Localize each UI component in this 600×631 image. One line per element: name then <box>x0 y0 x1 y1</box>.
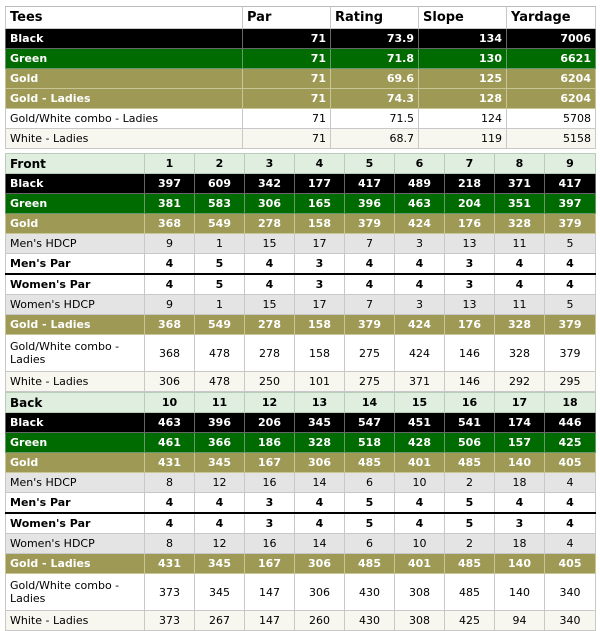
hole-number: 16 <box>445 393 495 413</box>
row-label: Gold - Ladies <box>6 315 145 335</box>
hole-value: 275 <box>345 335 395 372</box>
hole-value: 14 <box>295 473 345 493</box>
hole-value: 345 <box>195 554 245 574</box>
tee-rating: 71.8 <box>331 49 419 69</box>
hole-value: 204 <box>445 194 495 214</box>
front-row-white-ladies <box>6 372 596 392</box>
hole-value: 9 <box>145 234 195 254</box>
tee-slope: 124 <box>419 109 507 129</box>
hole-value: 3 <box>295 254 345 275</box>
hole-value: 431 <box>145 453 195 473</box>
back-row-women-s-par <box>6 513 596 534</box>
hole-value: 2 <box>445 473 495 493</box>
hole-value: 3 <box>245 493 295 514</box>
hole-value: 401 <box>395 554 445 574</box>
hole-value: 4 <box>195 493 245 514</box>
hole-value: 417 <box>545 174 596 194</box>
hole-number: 8 <box>495 154 545 174</box>
hole-value: 379 <box>345 214 395 234</box>
hole-value: 5 <box>345 493 395 514</box>
hole-value: 478 <box>195 372 245 392</box>
hole-value: 518 <box>345 433 395 453</box>
hole-value: 157 <box>495 433 545 453</box>
hole-number: 3 <box>245 154 295 174</box>
hole-value: 18 <box>495 534 545 554</box>
tee-slope: 119 <box>419 129 507 149</box>
hole-value: 140 <box>495 453 545 473</box>
hole-value: 506 <box>445 433 495 453</box>
tee-yardage: 5708 <box>507 109 596 129</box>
hole-value: 18 <box>495 473 545 493</box>
hole-value: 10 <box>395 473 445 493</box>
tees-row-black <box>6 29 596 49</box>
hole-value: 401 <box>395 453 445 473</box>
hole-value: 351 <box>495 194 545 214</box>
hole-value: 397 <box>145 174 195 194</box>
hole-value: 15 <box>245 295 295 315</box>
tee-par: 71 <box>243 109 331 129</box>
hole-value: 461 <box>145 433 195 453</box>
hole-number: 6 <box>395 154 445 174</box>
hole-value: 485 <box>345 453 395 473</box>
hole-value: 428 <box>395 433 445 453</box>
hole-value: 2 <box>445 534 495 554</box>
hole-value: 306 <box>145 372 195 392</box>
hole-value: 14 <box>295 534 345 554</box>
hole-value: 218 <box>445 174 495 194</box>
hole-value: 371 <box>395 372 445 392</box>
hole-value: 485 <box>445 574 495 611</box>
back-row-black <box>6 413 596 433</box>
hole-value: 17 <box>295 295 345 315</box>
front-row-black <box>6 174 596 194</box>
hole-value: 3 <box>395 295 445 315</box>
hole-value: 373 <box>145 611 195 631</box>
tee-slope: 128 <box>419 89 507 109</box>
row-label: White - Ladies <box>6 611 145 631</box>
hole-value: 4 <box>145 254 195 275</box>
hole-value: 366 <box>195 433 245 453</box>
hole-value: 328 <box>295 433 345 453</box>
tee-rating: 73.9 <box>331 29 419 49</box>
hole-value: 278 <box>245 335 295 372</box>
tees-header-row <box>6 7 596 29</box>
front-row-gold <box>6 214 596 234</box>
hole-value: 158 <box>295 335 345 372</box>
hole-value: 12 <box>195 473 245 493</box>
tees-row-green <box>6 49 596 69</box>
tee-rating: 71.5 <box>331 109 419 129</box>
hole-value: 1 <box>195 234 245 254</box>
tee-rating: 68.7 <box>331 129 419 149</box>
hole-value: 1 <box>195 295 245 315</box>
hole-value: 5 <box>545 295 596 315</box>
hole-value: 308 <box>395 611 445 631</box>
hole-value: 4 <box>245 274 295 295</box>
hole-value: 250 <box>245 372 295 392</box>
hole-value: 186 <box>245 433 295 453</box>
tee-name: Black <box>6 29 243 49</box>
tees-table <box>5 6 596 149</box>
row-label: Gold/White combo - Ladies <box>6 574 145 611</box>
hole-value: 5 <box>195 254 245 275</box>
hole-value: 5 <box>445 493 495 514</box>
tee-rating: 69.6 <box>331 69 419 89</box>
tee-name: Green <box>6 49 243 69</box>
hole-value: 396 <box>345 194 395 214</box>
back-row-gold-ladies <box>6 554 596 574</box>
back-row-gold-white-combo-ladies <box>6 574 596 611</box>
hole-value: 177 <box>295 174 345 194</box>
hole-number: 2 <box>195 154 245 174</box>
hole-value: 275 <box>345 372 395 392</box>
hole-value: 278 <box>245 214 295 234</box>
hole-value: 381 <box>145 194 195 214</box>
hole-value: 549 <box>195 214 245 234</box>
tees-row-gold-white-combo-ladies <box>6 109 596 129</box>
hole-value: 4 <box>345 254 395 275</box>
hole-value: 451 <box>395 413 445 433</box>
tee-name: Gold - Ladies <box>6 89 243 109</box>
hole-value: 417 <box>345 174 395 194</box>
hole-value: 397 <box>545 194 596 214</box>
hole-value: 12 <box>195 534 245 554</box>
hole-value: 547 <box>345 413 395 433</box>
tee-rating: 74.3 <box>331 89 419 109</box>
hole-value: 4 <box>545 473 596 493</box>
tee-par: 71 <box>243 29 331 49</box>
tees-header-par: Par <box>243 7 331 29</box>
row-label: Men's HDCP <box>6 234 145 254</box>
hole-value: 4 <box>545 493 596 514</box>
tee-yardage: 6204 <box>507 69 596 89</box>
hole-number: 7 <box>445 154 495 174</box>
hole-value: 4 <box>295 493 345 514</box>
hole-value: 8 <box>145 534 195 554</box>
front-row-women-s-hdcp <box>6 295 596 315</box>
hole-value: 405 <box>545 554 596 574</box>
hole-value: 167 <box>245 554 295 574</box>
tee-yardage: 5158 <box>507 129 596 149</box>
hole-value: 11 <box>495 295 545 315</box>
tee-slope: 130 <box>419 49 507 69</box>
hole-value: 345 <box>195 453 245 473</box>
tee-yardage: 7006 <box>507 29 596 49</box>
hole-value: 425 <box>545 433 596 453</box>
tee-yardage: 6204 <box>507 89 596 109</box>
hole-value: 140 <box>495 554 545 574</box>
hole-value: 340 <box>545 611 596 631</box>
hole-value: 430 <box>345 574 395 611</box>
hole-number: 12 <box>245 393 295 413</box>
hole-number: 18 <box>545 393 596 413</box>
row-label: Women's Par <box>6 513 145 534</box>
row-label: White - Ladies <box>6 372 145 392</box>
hole-value: 4 <box>545 513 596 534</box>
hole-value: 431 <box>145 554 195 574</box>
hole-value: 3 <box>445 274 495 295</box>
hole-value: 16 <box>245 534 295 554</box>
hole-value: 396 <box>195 413 245 433</box>
hole-value: 158 <box>295 214 345 234</box>
hole-value: 4 <box>245 254 295 275</box>
hole-value: 424 <box>395 214 445 234</box>
back-section-label: Back <box>6 393 145 413</box>
hole-value: 7 <box>345 234 395 254</box>
row-label: Women's HDCP <box>6 295 145 315</box>
hole-value: 17 <box>295 234 345 254</box>
hole-value: 4 <box>395 274 445 295</box>
hole-value: 13 <box>445 234 495 254</box>
front-row-gold-white-combo-ladies <box>6 335 596 372</box>
hole-value: 425 <box>445 611 495 631</box>
hole-value: 146 <box>445 372 495 392</box>
hole-value: 7 <box>345 295 395 315</box>
row-label: Men's Par <box>6 254 145 275</box>
hole-value: 583 <box>195 194 245 214</box>
hole-value: 368 <box>145 315 195 335</box>
row-label: Green <box>6 433 145 453</box>
hole-value: 176 <box>445 214 495 234</box>
hole-number: 17 <box>495 393 545 413</box>
hole-value: 489 <box>395 174 445 194</box>
front-row-gold-ladies <box>6 315 596 335</box>
tee-par: 71 <box>243 129 331 149</box>
tee-par: 71 <box>243 49 331 69</box>
hole-value: 146 <box>445 335 495 372</box>
hole-value: 3 <box>245 513 295 534</box>
row-label: Gold <box>6 214 145 234</box>
hole-value: 306 <box>295 554 345 574</box>
hole-value: 342 <box>245 174 295 194</box>
hole-value: 328 <box>495 315 545 335</box>
back-row-men-s-par <box>6 493 596 514</box>
hole-value: 6 <box>345 473 395 493</box>
row-label: Green <box>6 194 145 214</box>
front-hole-header-row <box>6 154 596 174</box>
tees-header-slope: Slope <box>419 7 507 29</box>
front-row-green <box>6 194 596 214</box>
hole-value: 101 <box>295 372 345 392</box>
hole-value: 278 <box>245 315 295 335</box>
row-label: Gold - Ladies <box>6 554 145 574</box>
hole-value: 4 <box>145 274 195 295</box>
front-nine-table <box>5 153 596 392</box>
row-label: Black <box>6 413 145 433</box>
hole-value: 368 <box>145 335 195 372</box>
hole-value: 4 <box>395 493 445 514</box>
hole-value: 371 <box>495 174 545 194</box>
front-row-women-s-par <box>6 274 596 295</box>
hole-value: 463 <box>145 413 195 433</box>
hole-value: 430 <box>345 611 395 631</box>
hole-value: 206 <box>245 413 295 433</box>
tee-slope: 134 <box>419 29 507 49</box>
hole-value: 147 <box>245 574 295 611</box>
hole-number: 11 <box>195 393 245 413</box>
hole-value: 5 <box>195 274 245 295</box>
hole-value: 485 <box>345 554 395 574</box>
hole-value: 4 <box>195 513 245 534</box>
tees-header-yardage: Yardage <box>507 7 596 29</box>
hole-value: 10 <box>395 534 445 554</box>
front-section-label: Front <box>6 154 145 174</box>
hole-value: 306 <box>295 453 345 473</box>
hole-value: 328 <box>495 335 545 372</box>
hole-value: 446 <box>545 413 596 433</box>
hole-value: 379 <box>545 315 596 335</box>
hole-value: 4 <box>395 513 445 534</box>
hole-value: 340 <box>545 574 596 611</box>
hole-value: 373 <box>145 574 195 611</box>
back-row-gold <box>6 453 596 473</box>
hole-value: 4 <box>295 513 345 534</box>
back-nine-table <box>5 392 596 631</box>
hole-value: 4 <box>495 274 545 295</box>
back-row-white-ladies <box>6 611 596 631</box>
hole-value: 405 <box>545 453 596 473</box>
hole-value: 463 <box>395 194 445 214</box>
hole-value: 176 <box>445 315 495 335</box>
back-row-women-s-hdcp <box>6 534 596 554</box>
hole-value: 4 <box>545 534 596 554</box>
hole-value: 379 <box>545 335 596 372</box>
tees-header-tees: Tees <box>6 7 243 29</box>
hole-value: 16 <box>245 473 295 493</box>
hole-value: 3 <box>495 513 545 534</box>
hole-value: 94 <box>495 611 545 631</box>
back-row-green <box>6 433 596 453</box>
hole-value: 345 <box>195 574 245 611</box>
hole-value: 549 <box>195 315 245 335</box>
row-label: Gold <box>6 453 145 473</box>
hole-value: 424 <box>395 335 445 372</box>
hole-value: 485 <box>445 554 495 574</box>
hole-value: 379 <box>545 214 596 234</box>
hole-value: 147 <box>245 611 295 631</box>
tee-yardage: 6621 <box>507 49 596 69</box>
hole-value: 3 <box>445 254 495 275</box>
hole-value: 267 <box>195 611 245 631</box>
hole-value: 345 <box>295 413 345 433</box>
tees-row-gold-ladies <box>6 89 596 109</box>
hole-value: 4 <box>145 493 195 514</box>
hole-value: 15 <box>245 234 295 254</box>
hole-value: 13 <box>445 295 495 315</box>
hole-value: 11 <box>495 234 545 254</box>
hole-value: 5 <box>345 513 395 534</box>
tee-par: 71 <box>243 69 331 89</box>
tee-par: 71 <box>243 89 331 109</box>
hole-value: 292 <box>495 372 545 392</box>
hole-value: 379 <box>345 315 395 335</box>
hole-value: 541 <box>445 413 495 433</box>
hole-value: 478 <box>195 335 245 372</box>
tees-header-rating: Rating <box>331 7 419 29</box>
hole-value: 4 <box>545 254 596 275</box>
hole-value: 306 <box>295 574 345 611</box>
hole-number: 9 <box>545 154 596 174</box>
hole-number: 10 <box>145 393 195 413</box>
hole-value: 5 <box>445 513 495 534</box>
hole-value: 4 <box>345 274 395 295</box>
row-label: Men's Par <box>6 493 145 514</box>
back-row-men-s-hdcp <box>6 473 596 493</box>
row-label: Men's HDCP <box>6 473 145 493</box>
hole-value: 3 <box>395 234 445 254</box>
hole-value: 424 <box>395 315 445 335</box>
row-label: Gold/White combo - Ladies <box>6 335 145 372</box>
front-row-men-s-hdcp <box>6 234 596 254</box>
hole-value: 3 <box>295 274 345 295</box>
hole-number: 13 <box>295 393 345 413</box>
hole-number: 15 <box>395 393 445 413</box>
tees-row-white-ladies <box>6 129 596 149</box>
hole-value: 260 <box>295 611 345 631</box>
hole-value: 328 <box>495 214 545 234</box>
hole-value: 4 <box>495 254 545 275</box>
row-label: Black <box>6 174 145 194</box>
hole-value: 485 <box>445 453 495 473</box>
row-label: Women's HDCP <box>6 534 145 554</box>
hole-number: 5 <box>345 154 395 174</box>
hole-value: 167 <box>245 453 295 473</box>
hole-number: 1 <box>145 154 195 174</box>
hole-value: 306 <box>245 194 295 214</box>
front-row-men-s-par <box>6 254 596 275</box>
hole-value: 368 <box>145 214 195 234</box>
hole-value: 4 <box>545 274 596 295</box>
tee-name: Gold/White combo - Ladies <box>6 109 243 129</box>
hole-value: 5 <box>545 234 596 254</box>
hole-value: 4 <box>395 254 445 275</box>
hole-value: 4 <box>495 493 545 514</box>
hole-value: 8 <box>145 473 195 493</box>
tee-slope: 125 <box>419 69 507 89</box>
row-label: Women's Par <box>6 274 145 295</box>
back-hole-header-row <box>6 393 596 413</box>
tee-name: Gold <box>6 69 243 89</box>
hole-value: 6 <box>345 534 395 554</box>
hole-value: 9 <box>145 295 195 315</box>
hole-value: 165 <box>295 194 345 214</box>
hole-value: 295 <box>545 372 596 392</box>
hole-number: 4 <box>295 154 345 174</box>
hole-value: 609 <box>195 174 245 194</box>
hole-number: 14 <box>345 393 395 413</box>
hole-value: 158 <box>295 315 345 335</box>
hole-value: 308 <box>395 574 445 611</box>
tees-row-gold <box>6 69 596 89</box>
tee-name: White - Ladies <box>6 129 243 149</box>
hole-value: 4 <box>145 513 195 534</box>
hole-value: 140 <box>495 574 545 611</box>
hole-value: 174 <box>495 413 545 433</box>
